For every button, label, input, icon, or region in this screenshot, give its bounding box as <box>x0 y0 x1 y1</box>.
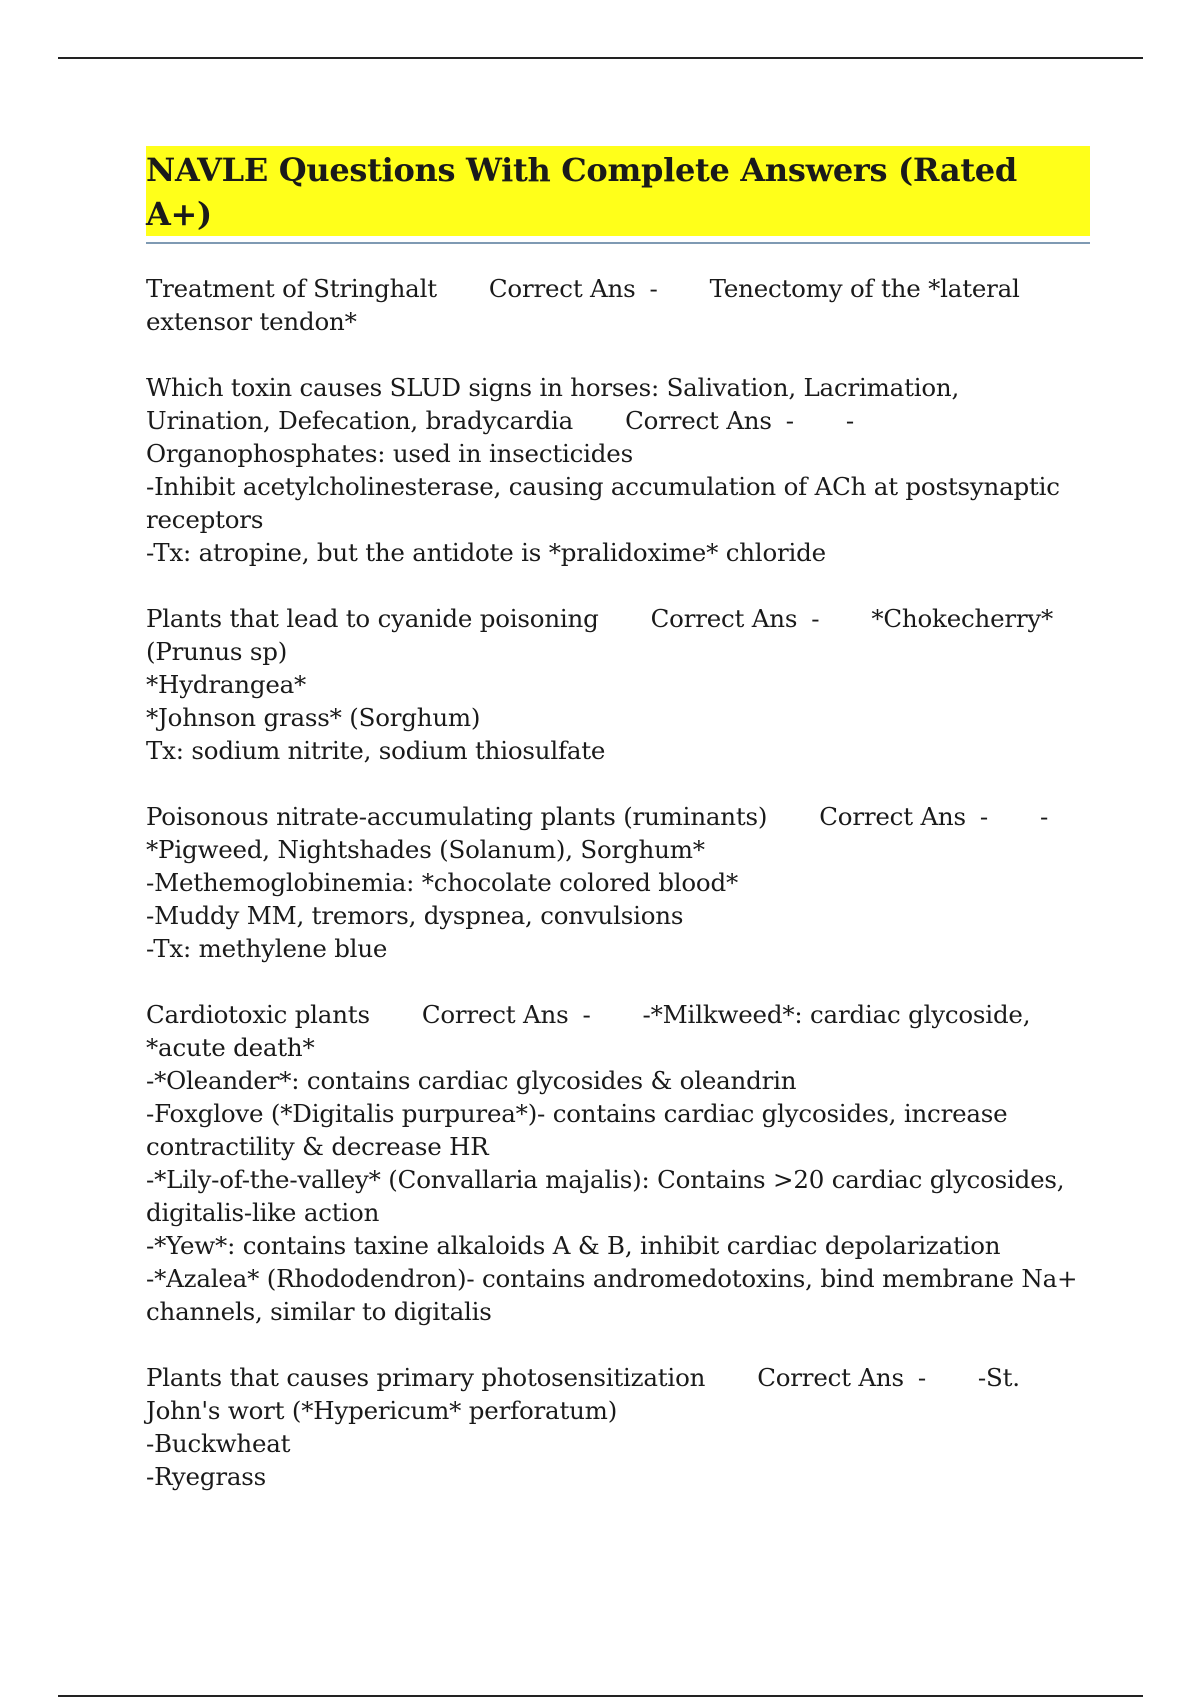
qa-item-photosensitization-plants <box>146 1361 1090 1493</box>
answer-line: -Organophosphates: used in insecticides <box>146 406 854 468</box>
answer-line: -*Yew*: contains taxine alkaloids A & B, inhibit cardiac depolarization <box>146 1231 1001 1260</box>
answer-line: *Hydrangea* <box>146 670 307 699</box>
answer-dash: - <box>582 1000 591 1029</box>
answer-dash: - <box>785 406 794 435</box>
question-text: Which toxin causes SLUD signs in horses: Salivation, Lacrimation, Urination, Defecation, bradycardia <box>146 373 960 435</box>
answer-line: -Foxglove (*Digitalis purpurea*)- contains cardiac glycosides, increase contractility & decrease HR <box>146 1099 1008 1161</box>
question-text: Cardiotoxic plants <box>146 1000 370 1029</box>
answer-line: -St. John's wort (*Hypericum* perforatum) <box>146 1363 1020 1425</box>
top-rule <box>58 57 1143 59</box>
answer-marker: Correct Ans <box>757 1363 904 1392</box>
answer-line: -*Oleander*: contains cardiac glycosides & oleandrin <box>146 1066 797 1095</box>
answer-line: Tx: sodium nitrite, sodium thiosulfate <box>146 736 606 765</box>
qa-first-line <box>146 602 1090 668</box>
answer-dash: - <box>917 1363 926 1392</box>
answer-line: Tenectomy of the *lateral extensor tendon* <box>146 274 1020 336</box>
answer-line: - *Pigweed, Nightshades (Solanum), Sorghum* <box>146 802 1049 864</box>
document-body <box>146 146 1090 1526</box>
answer-marker: Correct Ans <box>650 604 798 633</box>
answer-dash: - <box>649 274 658 303</box>
question-text: Poisonous nitrate-accumulating plants (ruminants) <box>146 802 768 831</box>
answer-line: -Inhibit acetylcholinesterase, causing accumulation of ACh at postsynaptic receptors <box>146 472 1060 534</box>
answer-line: -Tx: methylene blue <box>146 934 388 963</box>
qa-first-line <box>146 371 1090 470</box>
answer-marker: Correct Ans <box>625 406 772 435</box>
answer-line: -Muddy MM, tremors, dyspnea, convulsions <box>146 901 684 930</box>
qa-item-cyanide-plants <box>146 602 1090 767</box>
answer-line: *Chokecherry* (Prunus sp) <box>146 604 1054 666</box>
qa-first-line <box>146 998 1090 1064</box>
qa-item-nitrate-plants <box>146 800 1090 965</box>
qa-first-line <box>146 272 1090 338</box>
qa-first-line <box>146 800 1090 866</box>
answer-dash: - <box>979 802 988 831</box>
qa-first-line <box>146 1361 1090 1427</box>
answer-marker: Correct Ans <box>819 802 966 831</box>
qa-item-cardiotoxic-plants <box>146 998 1090 1328</box>
answer-marker: Correct Ans <box>488 274 636 303</box>
answer-marker: Correct Ans <box>421 1000 569 1029</box>
answer-dash: - <box>811 604 820 633</box>
answer-line: -Ryegrass <box>146 1462 266 1491</box>
question-text: Plants that lead to cyanide poisoning <box>146 604 599 633</box>
question-text: Plants that causes primary photosensitization <box>146 1363 706 1392</box>
answer-line: -Tx: atropine, but the antidote is *pralidoxime* chloride <box>146 538 826 567</box>
title-block <box>146 146 1090 244</box>
answer-line: -*Azalea* (Rhododendron)- contains andromedotoxins, bind membrane Na+ channels, similar to digitalis <box>146 1264 1078 1326</box>
bottom-rule <box>58 1695 1143 1697</box>
answer-line: -*Lily-of-the-valley* (Convallaria majalis): Contains >20 cardiac glycosides, digitalis-like action <box>146 1165 1065 1227</box>
answer-line: -*Milkweed*: cardiac glycoside, *acute death* <box>146 1000 1031 1062</box>
answer-line: -Buckwheat <box>146 1429 291 1458</box>
qa-item-slud-toxin <box>146 371 1090 569</box>
page-title: NAVLE Questions With Complete Answers (Rated A+) <box>146 146 1090 236</box>
answer-line: *Johnson grass* (Sorghum) <box>146 703 481 732</box>
answer-line: -Methemoglobinemia: *chocolate colored blood* <box>146 868 738 897</box>
qa-item-stringhalt <box>146 272 1090 338</box>
question-text: Treatment of Stringhalt <box>146 274 437 303</box>
